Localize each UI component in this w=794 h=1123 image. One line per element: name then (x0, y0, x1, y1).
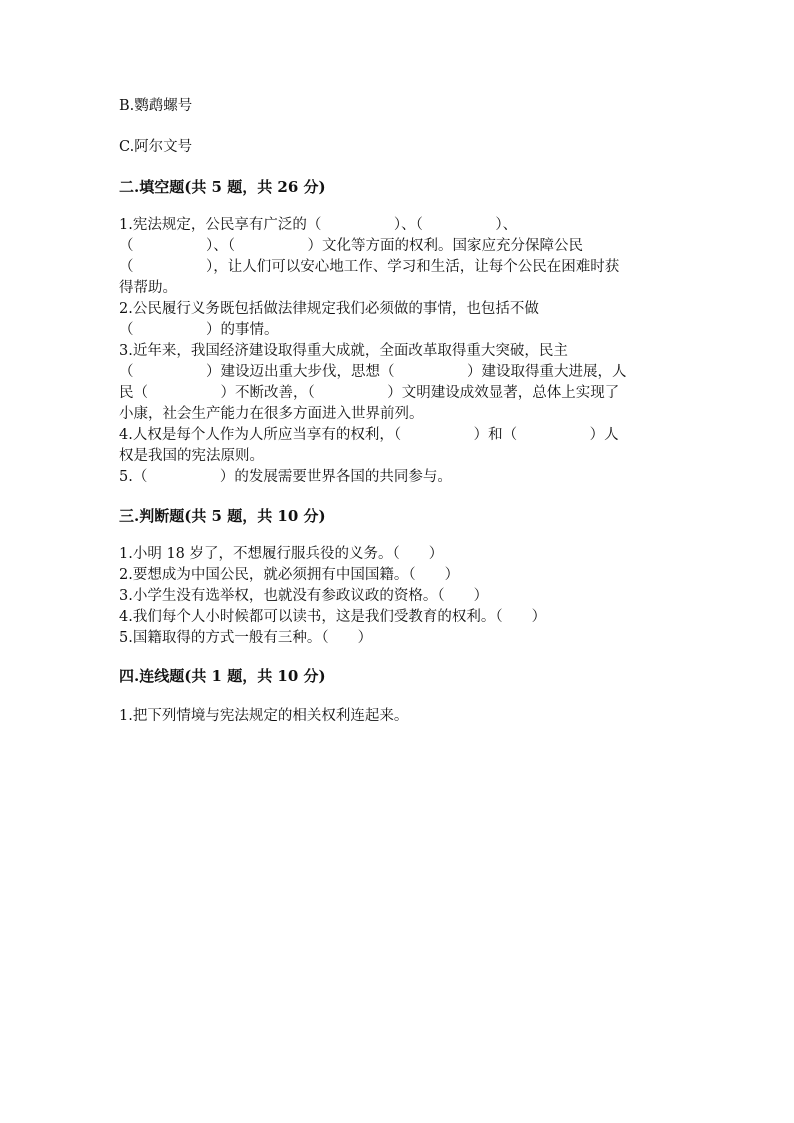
judge-question-line: 1.小明 18 岁了，不想履行服兵役的义务。（ ） (119, 546, 444, 562)
judge-section-heading: 三.判断题(共 5 题，共 10 分) (119, 507, 326, 525)
fill-section-heading: 二.填空题(共 5 题，共 26 分) (119, 178, 326, 196)
judge-question-line: 5.国籍取得的方式一般有三种。（ ） (119, 630, 373, 646)
fill-question-line: 小康，社会生产能力在很多方面进入世界前列。 (119, 406, 424, 422)
fill-question-line: （ ）、（ ）文化等方面的权利。国家应充分保障公民 (119, 238, 583, 254)
judge-question-line: 3.小学生没有选举权，也就没有参政议政的资格。（ ） (119, 588, 489, 604)
fill-question-line: 3.近年来，我国经济建设取得重大成就，全面改革取得重大突破，民主 (119, 343, 568, 359)
match-question-line: 1.把下列情境与宪法规定的相关权利连起来。 (119, 708, 409, 724)
fill-question-line: 民（ ）不断改善，（ ）文明建设成效显著，总体上实现了 (119, 385, 620, 401)
fill-question-line: 4.人权是每个人作为人所应当享有的权利，（ ）和（ ）人 (119, 427, 619, 443)
option-c: C.阿尔文号 (119, 139, 193, 155)
fill-question-line: （ ）的事情。 (119, 322, 279, 338)
judge-question-line: 4.我们每个人小时候都可以读书，这是我们受教育的权利。（ ） (119, 609, 547, 625)
fill-question-line: 得帮助。 (119, 280, 177, 296)
fill-question-line: 2.公民履行义务既包括做法律规定我们必须做的事情，也包括不做 (119, 301, 539, 317)
match-section-heading: 四.连线题(共 1 题，共 10 分) (119, 667, 326, 685)
fill-question-line: 1.宪法规定，公民享有广泛的（ ）、（ ）、 (119, 217, 518, 233)
fill-question-line: （ ），让人们可以安心地工作、学习和生活，让每个公民在困难时获 (119, 259, 620, 275)
fill-question-line: 5.（ ）的发展需要世界各国的共同参与。 (119, 469, 452, 485)
option-b: B.鹦鹉螺号 (119, 98, 193, 114)
fill-question-line: 权是我国的宪法原则。 (119, 448, 264, 464)
fill-question-line: （ ）建设迈出重大步伐，思想（ ）建设取得重大进展，人 (119, 364, 627, 380)
judge-question-line: 2.要想成为中国公民，就必须拥有中国国籍。（ ） (119, 567, 460, 583)
